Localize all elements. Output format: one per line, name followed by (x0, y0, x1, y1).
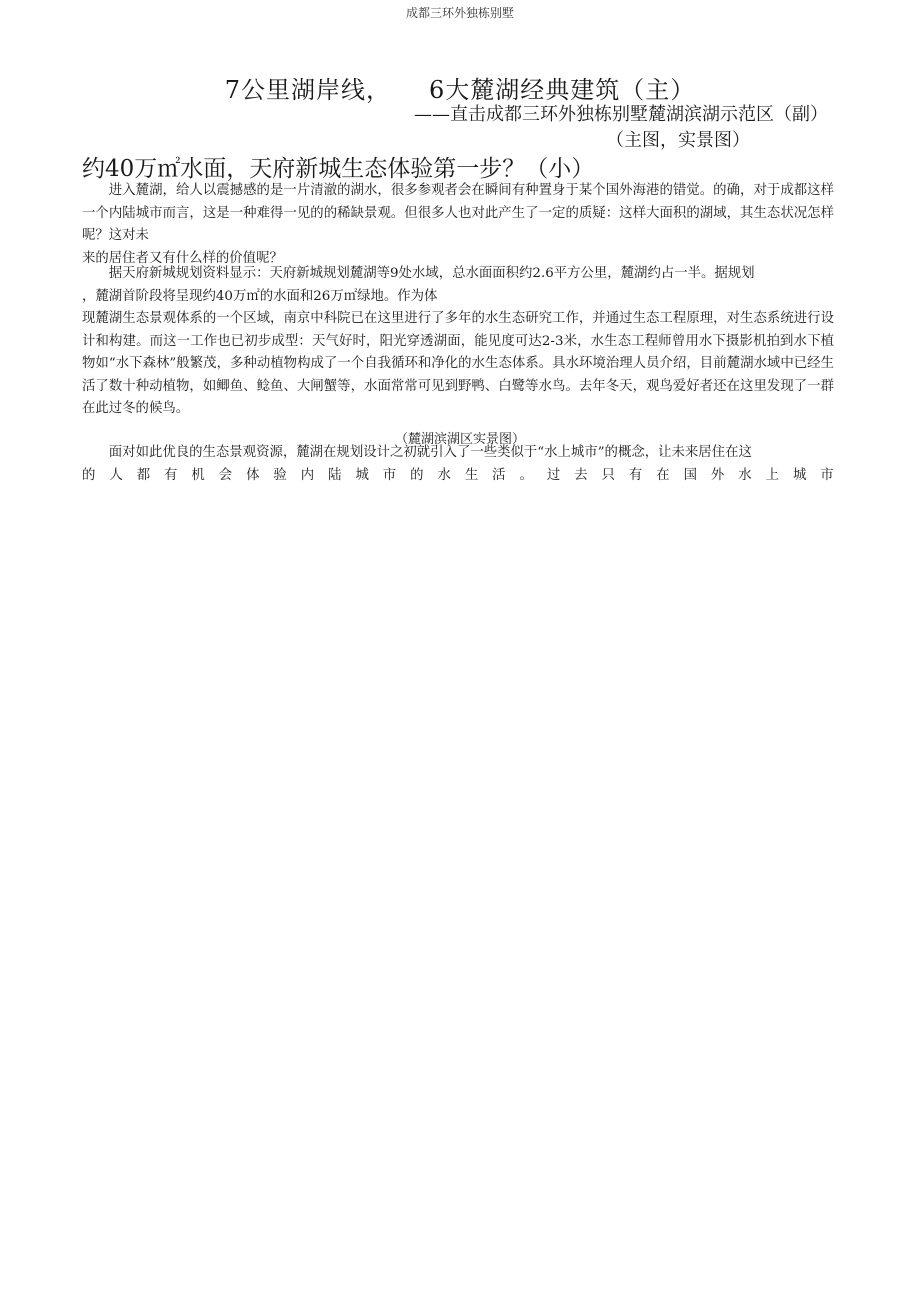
spread-char: 。 (519, 467, 533, 483)
spread-char: 去 (574, 467, 588, 483)
spread-char: 过 (546, 467, 561, 483)
spread-char: 人 (109, 467, 123, 483)
spread-char: 上 (765, 467, 779, 483)
spread-char: 内 (300, 467, 315, 483)
spread-char: 国 (683, 467, 697, 483)
spread-char: 的 (82, 467, 96, 483)
image-note: （主图，实景图） (606, 130, 750, 151)
spread-char: 活 (492, 467, 506, 483)
paragraph-1-line-1: 进入麓湖，给人以震撼感的是一片清澈的湖水，很多参观者会在瞬间有种置身于某个国外海港的错觉。的确，对于成都这样一个内陆城市而言，这是一种难得一见的的稀缺景观。但很多人也对此产生了一定的质疑：这样大面积的湖域，其生态状况怎样呢？这对未 (82, 183, 834, 243)
spread-char: 体 (246, 467, 260, 483)
spread-char: 陆 (328, 467, 342, 483)
subtitle: ——直击成都三环外独栋别墅麓湖滨湖示范区（副） (414, 104, 828, 125)
paragraph-2-line-2: ，麓湖首阶段将呈现约40万㎡的水面和26万㎡绿地。作为体 (82, 288, 438, 304)
paragraph-3-line-1: 面对如此优良的生态景观资源，麓湖在规划设计之初就引入了一些类似于“水上城市”的概念，让未来居住在这 (108, 445, 752, 460)
spread-char: 验 (273, 467, 287, 483)
spread-char: 会 (218, 467, 233, 483)
paragraph-2 (82, 263, 834, 421)
main-title-part2: 6大麓湖经典建筑（主） (429, 76, 696, 104)
spread-char: 有 (628, 467, 643, 483)
spread-char: 的 (410, 467, 424, 483)
spread-char: 都 (136, 467, 151, 483)
image-caption: （麓湖滨湖区实景图） (394, 432, 525, 447)
paragraph-1-line-2: 来的居住者又有什么样的价值呢？ (82, 250, 283, 266)
spread-char: 有 (164, 467, 178, 483)
spread-char: 城 (792, 467, 807, 483)
section-heading: 约40万㎡水面，天府新城生态体验第一步？（小） (82, 156, 595, 182)
spread-char: 城 (355, 467, 369, 483)
paragraph-3-line-2 (82, 465, 834, 488)
spread-char: 外 (710, 467, 725, 483)
paragraph-2-line-1: 据天府新城规划资料显示：天府新城规划麓湖等9处水域，总水面面积约2.6平方公里，麓湖约占一半。据规划 (108, 266, 755, 281)
running-header: 成都三环外独栋别墅 (405, 6, 514, 20)
main-title-part1: 7公里湖岸线， (224, 76, 391, 104)
paragraph-3 (82, 442, 834, 487)
spread-char: 在 (656, 467, 670, 483)
spread-char: 只 (601, 467, 615, 483)
paragraph-1 (82, 180, 834, 270)
paragraph-2-line-3: 现麓湖生态景观体系的一个区域，南京中科院已在这里进行了多年的水生态研究工作，并通过生态工程原理，对生态系统进行设计和构建。而这一工作也已初步成型：天气好时，阳光穿透湖面，能见度可达2-3米，水生态工程师曾用水下摄影机拍到水下植物如“水下森林”般繁茂，多种动植物构成了一个自我循环和净化的水生态体系。具水环境治理人员介绍，目前麓湖水域中已经生活了数十种动植物，如鲫鱼、鲶鱼、大闸蟹等，水面常常可见到野鸭、白鹭等水鸟。去年冬天，观鸟爱好者还在这里发现了一群在此过冬的候鸟。 (82, 311, 834, 416)
spread-char: 市 (820, 467, 834, 483)
spread-char: 水 (738, 467, 752, 483)
spread-char: 市 (382, 467, 397, 483)
spread-char: 机 (191, 467, 205, 483)
spread-char: 生 (464, 467, 479, 483)
spread-char: 水 (437, 467, 451, 483)
